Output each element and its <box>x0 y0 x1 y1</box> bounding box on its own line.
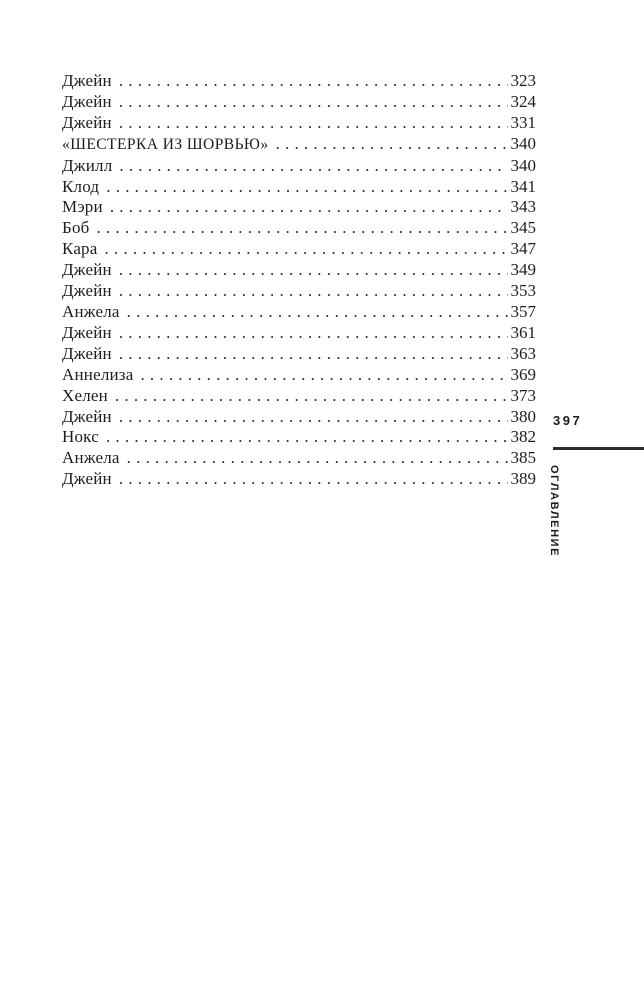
toc-entry-label: Клод <box>62 176 100 196</box>
toc-entry <box>62 218 536 239</box>
toc-entry-page: 353 <box>510 281 536 301</box>
toc-leader-dots <box>106 427 508 448</box>
toc-entry <box>62 365 536 386</box>
toc-entry <box>62 302 536 323</box>
toc-entry-label: Джейн <box>62 281 112 301</box>
toc-entry <box>62 448 536 469</box>
toc-entry <box>62 197 536 218</box>
toc-entry <box>62 134 536 156</box>
toc-entry-label: Хелен <box>62 385 108 405</box>
toc-entry-page: 373 <box>510 385 536 405</box>
toc-leader-dots <box>119 260 508 281</box>
toc-entry-label: Джейн <box>62 469 112 489</box>
toc-entry-page: 361 <box>510 322 536 342</box>
toc-leader-dots <box>127 448 508 469</box>
toc-entry <box>62 386 536 407</box>
toc-leader-dots <box>119 469 508 490</box>
toc-entry-label: Анжела <box>62 301 120 321</box>
toc-entry-label: Джейн <box>62 406 112 426</box>
toc-leader-dots <box>119 323 508 344</box>
toc-leader-dots <box>119 113 508 134</box>
toc-entry-page: 324 <box>510 91 536 111</box>
toc-entry-page: 369 <box>510 364 536 384</box>
toc-entry-page: 323 <box>510 71 536 90</box>
toc-leader-dots <box>276 134 508 155</box>
toc-leader-dots <box>105 239 508 260</box>
toc-entry-page: 343 <box>510 197 536 217</box>
toc-entry <box>62 113 536 134</box>
toc-leader-dots <box>127 302 508 323</box>
toc-entry-label: Аннелиза <box>62 364 134 384</box>
toc-entry-page: 389 <box>510 469 536 489</box>
toc-entry-label: Джейн <box>62 322 112 342</box>
toc-entry-page: 331 <box>510 112 536 132</box>
toc-leader-dots <box>119 407 508 428</box>
toc-entry-page: 363 <box>510 343 536 363</box>
toc-leader-dots <box>97 218 508 239</box>
toc-entry <box>62 281 536 302</box>
toc-entry-label: Анжела <box>62 448 120 468</box>
toc-entry-label: Кара <box>62 239 98 259</box>
toc-entry-page: 357 <box>510 301 536 321</box>
toc-leader-dots <box>119 92 508 113</box>
toc-entry <box>62 177 536 198</box>
toc-leader-dots <box>140 365 507 386</box>
toc-entry-page: 385 <box>510 448 536 468</box>
page-number-folio: 397 <box>553 413 583 428</box>
toc-leader-dots <box>115 386 508 407</box>
toc-entry-label: Джейн <box>62 91 112 111</box>
toc-leader-dots <box>119 156 507 177</box>
margin-rule <box>553 447 644 450</box>
toc-entry-page: 340 <box>510 155 536 175</box>
toc-entry-page: 340 <box>510 133 536 153</box>
toc-entry-label: Джейн <box>62 260 112 280</box>
toc-entry <box>62 427 536 448</box>
toc-list <box>62 71 536 490</box>
toc-entry-label: «ШЕСТЕРКА ИЗ ШОРВЬЮ» <box>62 135 269 153</box>
toc-entry-page: 345 <box>510 218 536 238</box>
toc-entry <box>62 260 536 281</box>
toc-entry <box>62 239 536 260</box>
toc-entry-label: Джилл <box>62 155 113 175</box>
toc-entry <box>62 344 536 365</box>
toc-entry-page: 349 <box>510 260 536 280</box>
toc-entry-page: 382 <box>510 427 536 447</box>
toc-leader-dots <box>119 344 508 365</box>
toc-leader-dots <box>119 71 508 92</box>
toc-entry-page: 380 <box>510 406 536 426</box>
toc-entry <box>62 469 536 490</box>
toc-entry <box>62 407 536 428</box>
toc-entry <box>62 71 536 92</box>
toc-entry <box>62 92 536 113</box>
running-title-vertical: ОГЛАВЛЕНИЕ <box>548 465 560 558</box>
toc-entry-page: 341 <box>510 176 536 196</box>
toc-entry-label: Джейн <box>62 112 112 132</box>
toc-entry <box>62 323 536 344</box>
toc-leader-dots <box>110 197 508 218</box>
toc-entry-page: 347 <box>510 239 536 259</box>
toc-entry-label: Джейн <box>62 71 112 90</box>
toc-entry-label: Боб <box>62 218 90 238</box>
toc-entry-label: Нокс <box>62 427 99 447</box>
toc-entry <box>62 156 536 177</box>
toc-entry-label: Джейн <box>62 343 112 363</box>
toc-leader-dots <box>106 177 507 198</box>
toc-entry-label: Мэри <box>62 197 103 217</box>
toc-leader-dots <box>119 281 508 302</box>
